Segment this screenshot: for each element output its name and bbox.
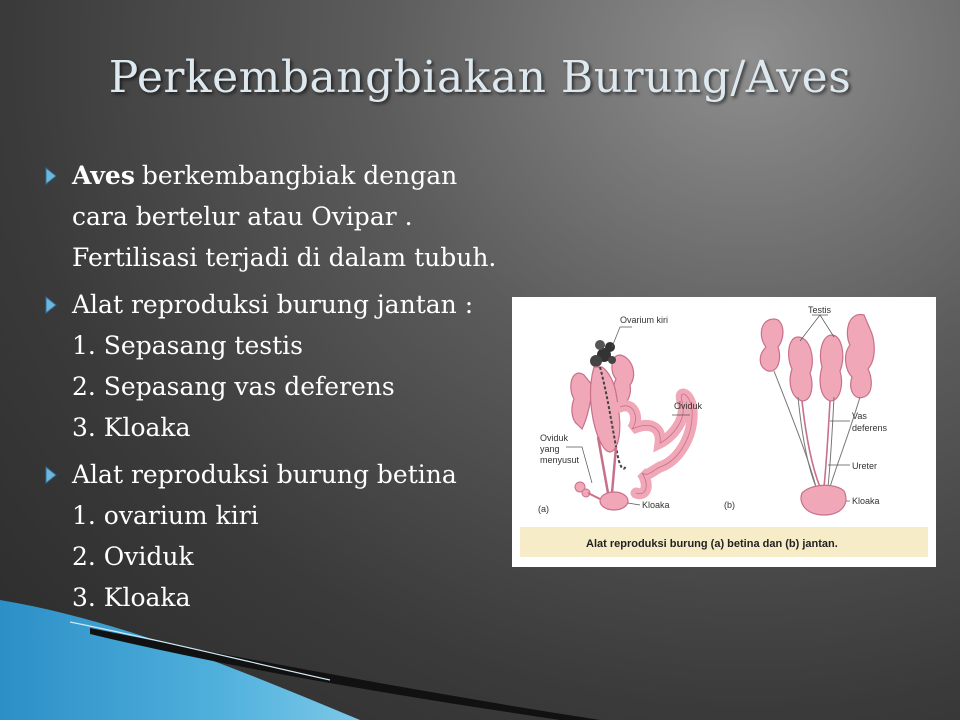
bullet-text: berkembangbiak dengan (141, 161, 458, 190)
label-ureter: Ureter (852, 461, 878, 471)
male-organs-drawing (724, 305, 888, 515)
bullet-text: Alat reproduksi burung betina (72, 460, 457, 489)
bullet-bold-term: Aves (72, 161, 135, 190)
female-organs-drawing (538, 315, 703, 514)
label-oviduk-menyusut-3: menyusut (540, 455, 580, 465)
bullet-text: Fertilisasi terjadi di dalam tubuh. (72, 243, 497, 272)
bullet-item-female (44, 454, 494, 618)
list-item: 1. ovarium kiri (72, 501, 259, 530)
label-panel-b: (b) (724, 500, 735, 510)
label-ovarium-kiri: Ovarium kiri (620, 315, 669, 325)
reproductive-organs-figure (512, 297, 936, 567)
bullet-text: Alat reproduksi burung jantan : (72, 290, 474, 319)
slide-title: Perkembangbiakan Burung/Aves (108, 52, 852, 103)
label-panel-a: (a) (538, 504, 549, 514)
label-kloaka-a: Kloaka (642, 500, 670, 510)
bullet-item-male (44, 284, 494, 448)
label-kloaka-b: Kloaka (852, 496, 880, 506)
label-oviduk: Oviduk (674, 401, 703, 411)
bullet-arrow-icon (44, 293, 72, 313)
list-item: 3. Kloaka (72, 583, 191, 612)
bullet-text: cara bertelur atau Ovipar . (72, 202, 413, 231)
list-item: 3. Kloaka (72, 413, 191, 442)
bullet-list (44, 155, 497, 624)
label-vas-1: Vas (852, 411, 867, 421)
label-oviduk-menyusut-2: yang (540, 444, 560, 454)
label-vas-2: deferens (852, 423, 888, 433)
list-item: 1. Sepasang testis (72, 331, 303, 360)
figure-caption: Alat reproduksi burung (a) betina dan (b) jantan. (586, 538, 838, 550)
bullet-arrow-icon (44, 463, 72, 483)
decorative-swoosh (0, 600, 960, 720)
bullet-item-aves (44, 155, 497, 278)
bullet-arrow-icon (44, 164, 72, 184)
label-testis: Testis (808, 305, 832, 315)
list-item: 2. Sepasang vas deferens (72, 372, 395, 401)
list-item: 2. Oviduk (72, 542, 194, 571)
label-oviduk-menyusut-1: Oviduk (540, 433, 569, 443)
